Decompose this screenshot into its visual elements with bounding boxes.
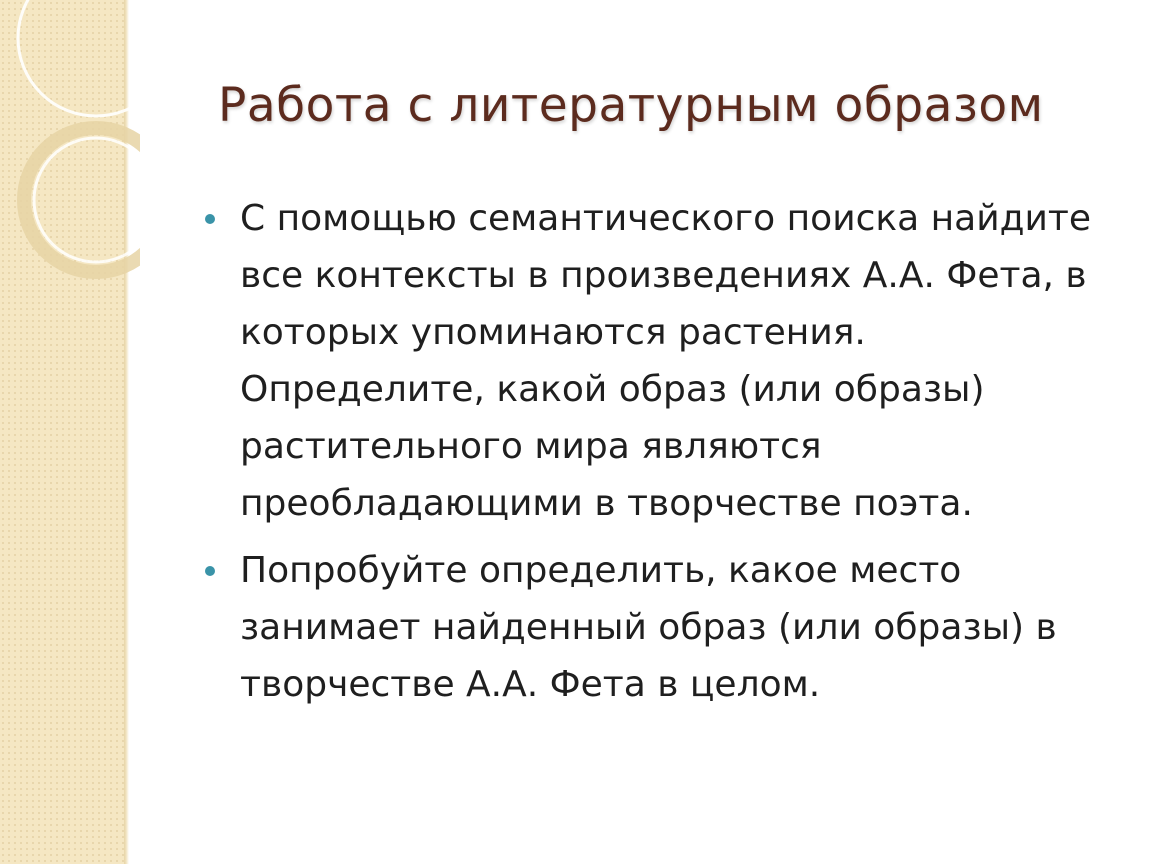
slide-title: Работа с литературным образом	[218, 78, 1044, 133]
bullet-text: С помощью семантического поиска найдите все контексты в произведениях А.А. Фета, в которых упоминаются растения. Определите, какой образ (или образы) растительного мира являются преобладающими в творчестве поэта.	[240, 198, 1092, 524]
decorative-circle-large	[18, 0, 140, 116]
decorative-ring-inner	[34, 138, 140, 262]
decorative-circles-graphic	[0, 0, 140, 300]
bullet-text: Попробуйте определить, какое место занимает найденный образ (или образы) в творчестве А.А. Фета в целом.	[240, 550, 1057, 705]
list-item	[200, 190, 1100, 532]
decorative-ring-outer	[24, 128, 140, 272]
bullet-list	[200, 190, 1100, 723]
bullet-dot-icon	[205, 566, 215, 576]
list-item	[200, 542, 1100, 713]
bullet-dot-icon	[205, 214, 215, 224]
